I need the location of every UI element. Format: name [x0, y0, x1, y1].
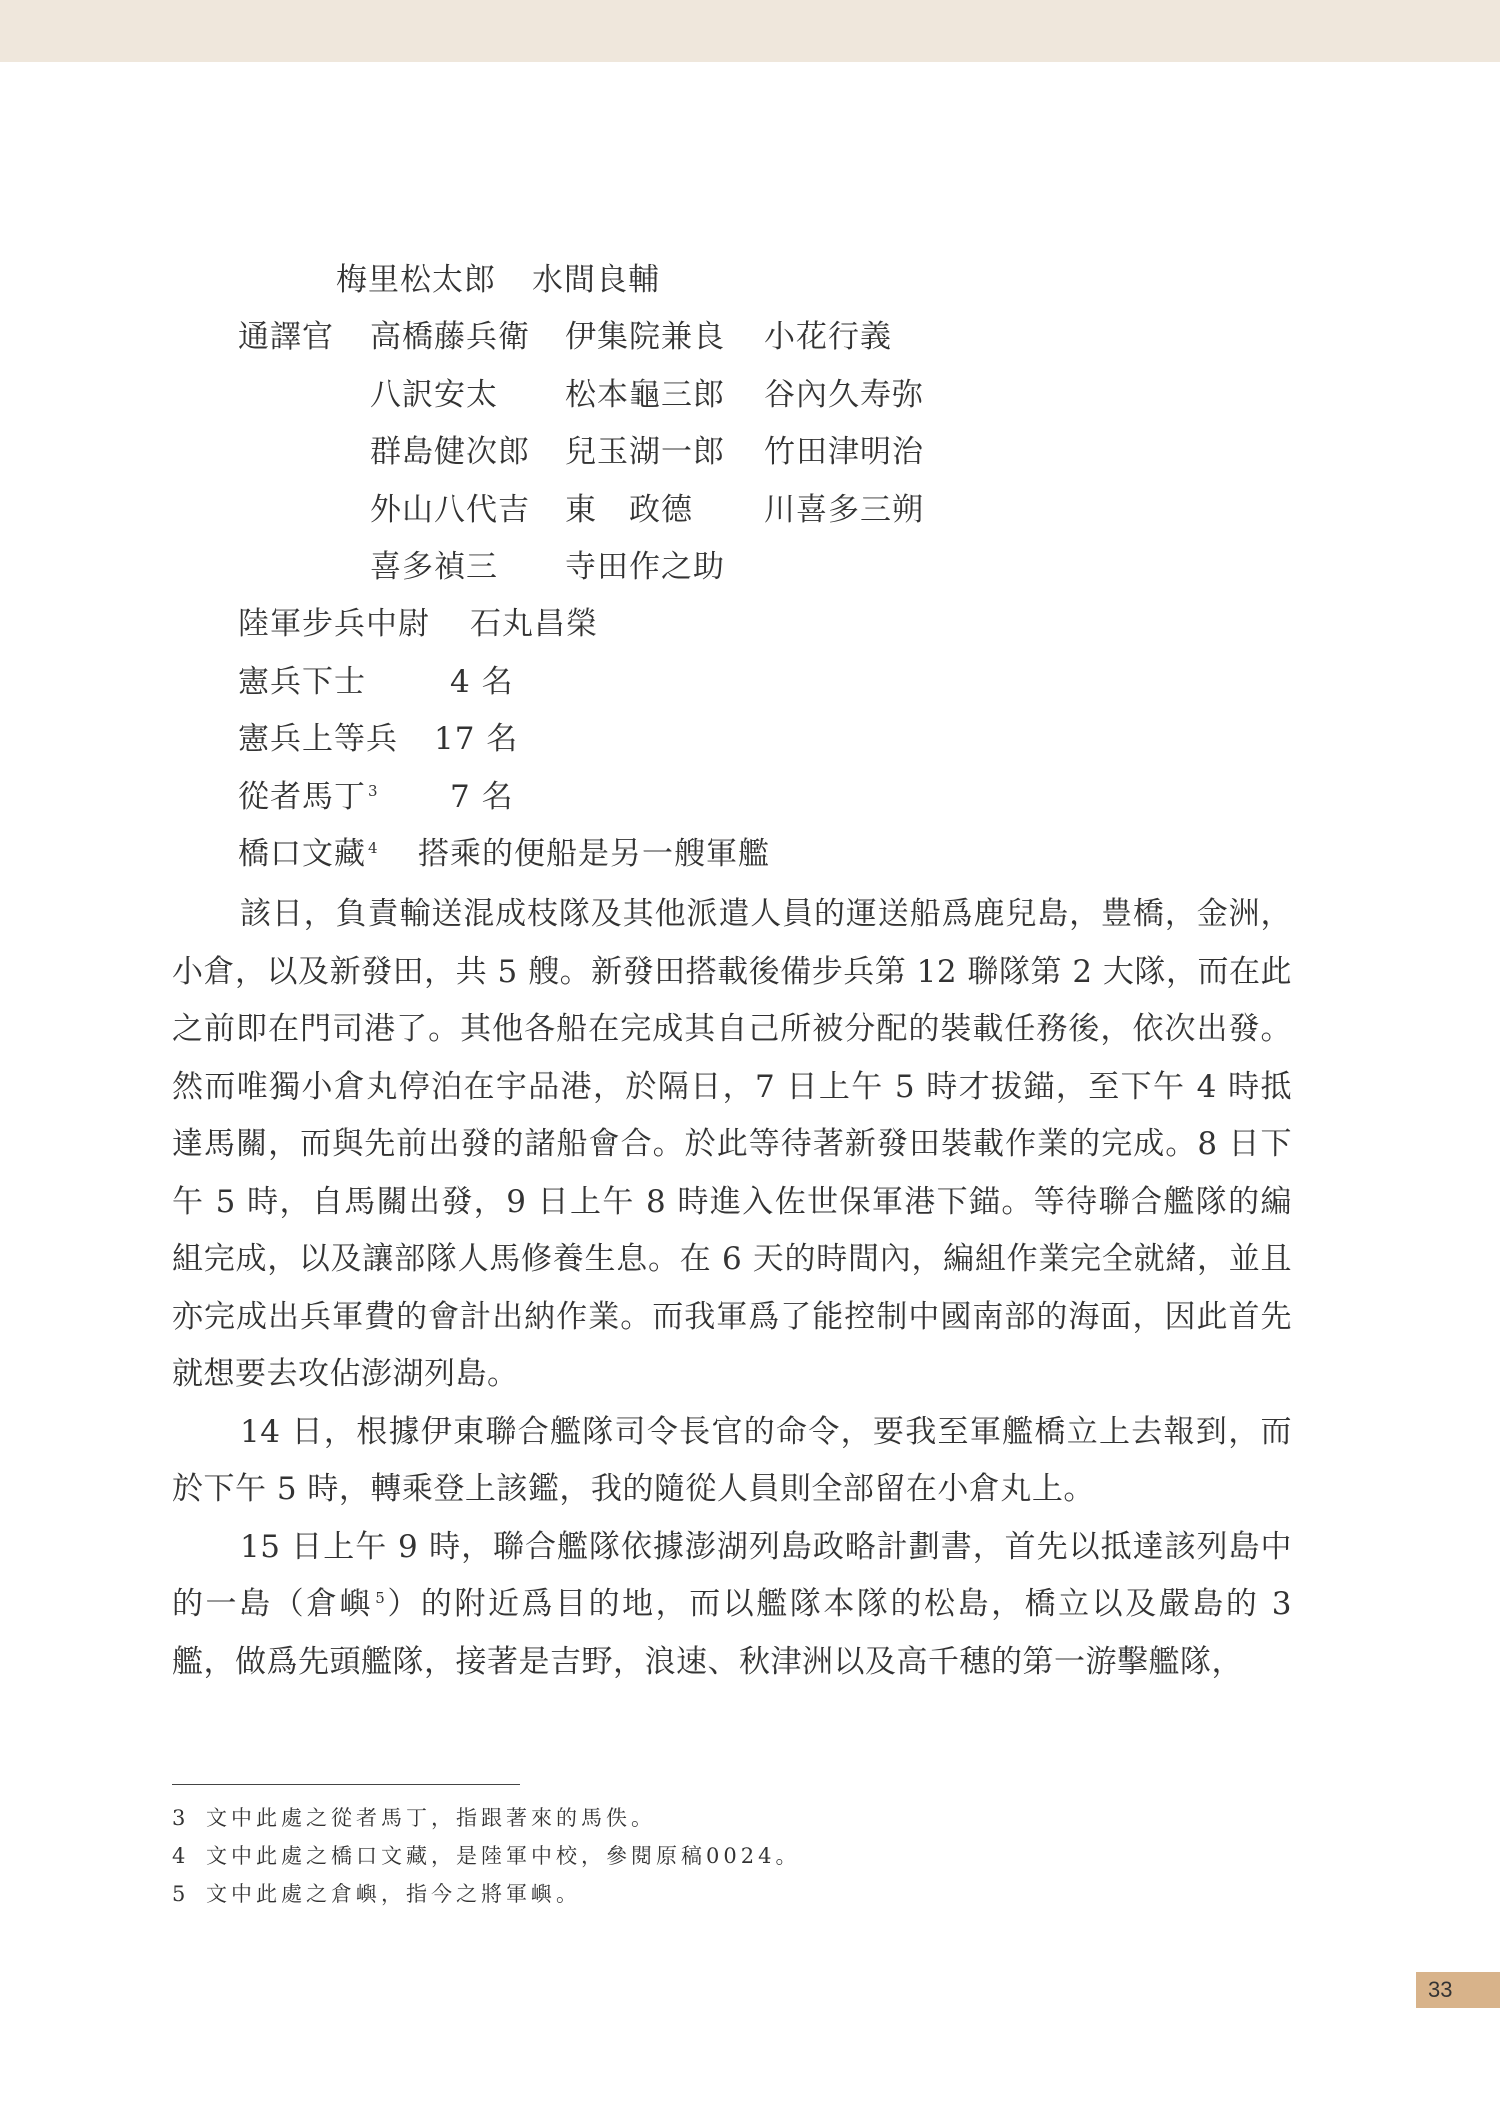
- body-text: [172, 886, 1292, 1691]
- personnel-label: 橋口文藏: [238, 836, 366, 872]
- paragraph: [172, 886, 1292, 1404]
- staff-name: 松本龜三郎: [565, 377, 725, 413]
- paragraph: [172, 1404, 1292, 1519]
- personnel-value: 4 名: [450, 664, 514, 700]
- personnel-label-group: [238, 830, 379, 878]
- paragraph-text: 該日，負責輸送混成枝隊及其他派遣人員的運送船爲鹿兒島，豊橋，金洲，小倉，以及新發田，共 5 艘。新發田搭載後備步兵第 12 聯隊第 2 大隊，而在此之前即在門司港了。其他各船在完成其自己所被分配的裝載任務後，依次出發。然而唯獨小倉丸停泊在宇品港，於隔日，7 日上午 5 時才拔錨，至下午 4 時抵達馬關，而與先前出發的諸船會合。於此等待著新發田裝載作業的完成。8 日下午 5 時，自馬關出發，9 日上午 8 時進入佐世保軍港下錨。等待聯合艦隊的編組完成，以及讓部隊人馬修養生息。在 6 天的時間內，編組作業完全就緒，並且亦完成出兵軍費的會計出納作業。而我軍爲了能控制中國南部的海面，因此首先就想要去攻佔澎湖列島。: [172, 896, 1292, 1392]
- footnote: [172, 1838, 800, 1874]
- personnel-label: 憲兵下士: [238, 664, 366, 700]
- staff-name: 喜多禎三: [370, 549, 498, 585]
- footnote-text: 文中此處之橋口文藏，是陸軍中校，參閱原稿0024。: [206, 1844, 801, 1868]
- footnote-number: 5: [172, 1882, 186, 1906]
- staff-name: 川喜多三朔: [764, 492, 924, 528]
- personnel-label: 陸軍步兵中尉: [238, 606, 430, 642]
- footnote-ref: 3: [368, 781, 379, 800]
- staff-name: 高橋藤兵衛: [370, 319, 530, 355]
- staff-name: 小花行義: [764, 319, 892, 355]
- footnote: [172, 1876, 581, 1912]
- personnel-value: 搭乘的便船是另一艘軍艦: [418, 836, 770, 872]
- staff-name: 伊集院兼良: [565, 319, 725, 355]
- staff-name: 谷內久寿弥: [764, 377, 924, 413]
- staff-name: 梅里松太郎: [336, 262, 496, 298]
- footnote-divider: [172, 1784, 520, 1785]
- staff-name: 外山八代吉: [370, 492, 530, 528]
- footnote-ref: 4: [368, 838, 379, 857]
- staff-name: 寺田作之助: [565, 549, 725, 585]
- footnote-text: 文中此處之從者馬丁，指跟著來的馬佚。: [206, 1806, 656, 1830]
- footnote-ref: 5: [375, 1588, 386, 1607]
- personnel-label: 憲兵上等兵: [238, 721, 398, 757]
- staff-name: 東 政德: [565, 492, 693, 528]
- staff-name: 八訳安太: [370, 377, 498, 413]
- paragraph-text: 15 日上午 9 時，聯合艦隊依據澎湖列島政略計劃書，首先以抵達該列島中的一島（倉嶼: [172, 1528, 1292, 1622]
- staff-name: 水間良輔: [532, 262, 660, 298]
- personnel-label: 從者馬丁: [238, 779, 366, 815]
- footnote-number: 4: [172, 1844, 186, 1868]
- staff-name: 群島健次郎: [370, 434, 530, 470]
- staff-name: 竹田津明治: [764, 434, 924, 470]
- personnel-label-group: [238, 773, 379, 821]
- paragraph-text: 14 日，根據伊東聯合艦隊司令長官的命令，要我至軍艦橋立上去報到，而於下午 5 時，轉乘登上該鑑，我的隨從人員則全部留在小倉丸上。: [172, 1413, 1292, 1507]
- paragraph-text: ）的附近爲目的地，而以艦隊本隊的松島，橋立以及嚴島的 3 艦，做爲先頭艦隊，接著是吉野，浪速、秋津洲以及高千穗的第一游擊艦隊，: [172, 1586, 1293, 1680]
- footnote-number: 3: [172, 1806, 186, 1830]
- footnote: [172, 1800, 656, 1836]
- personnel-value: 17 名: [434, 721, 519, 757]
- footnote-text: 文中此處之倉嶼，指今之將軍嶼。: [206, 1882, 581, 1906]
- staff-role: 通譯官: [238, 319, 334, 355]
- personnel-value: 石丸昌榮: [470, 606, 598, 642]
- page-number: 33: [1416, 1972, 1500, 2008]
- personnel-value: 7 名: [450, 779, 514, 815]
- paragraph: [172, 1519, 1292, 1692]
- staff-name: 兒玉湖一郎: [565, 434, 725, 470]
